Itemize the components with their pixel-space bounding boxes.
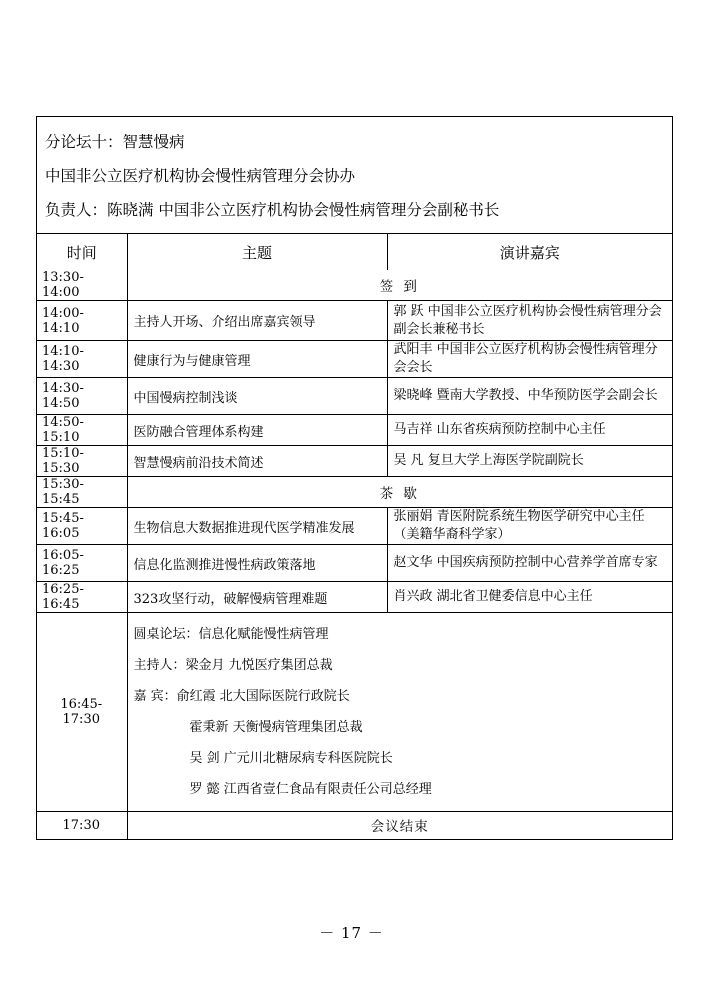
forum-title: 分论坛十：智慧慢病	[45, 133, 185, 151]
table-row	[37, 477, 672, 508]
roundtable-title: 圆桌论坛：信息化赋能慢性病管理	[133, 627, 329, 642]
table-row	[37, 301, 672, 341]
table-row	[37, 415, 672, 446]
roundtable-guest-line	[134, 681, 667, 712]
topic-cell: 智慧慢病前沿技术简述	[127, 446, 387, 477]
speaker-cell: 赵文华 中国疾病预防控制中心营养学首席专家	[387, 545, 672, 582]
tea-break-cell: 茶 歇	[127, 477, 672, 508]
closing-cell: 会议结束	[127, 812, 672, 839]
roundtable-cell	[127, 613, 672, 812]
page-number: － 17 －	[319, 924, 384, 942]
speaker-cell: 梁晓峰 暨南大学教授、中华预防医学会副会长	[387, 378, 672, 415]
time-cell: 16:25-16:45	[37, 582, 127, 613]
agenda-header	[37, 117, 672, 234]
speaker-cell: 吴 凡 复旦大学上海医学院副院长	[387, 446, 672, 477]
time-cell: 17:30	[37, 812, 127, 839]
speaker-cell: 马吉祥 山东省疾病预防控制中心主任	[387, 415, 672, 446]
time-cell: 14:50-15:10	[37, 415, 127, 446]
table-row	[37, 270, 672, 301]
speaker-cell: 肖兴政 湖北省卫健委信息中心主任	[387, 582, 672, 613]
guest-name: 吴 剑 广元川北糖尿病专科医院院长	[189, 751, 393, 766]
table-row	[37, 508, 672, 545]
topic-cell: 中国慢病控制浅谈	[127, 378, 387, 415]
column-header-speaker: 演讲嘉宾	[387, 234, 672, 270]
time-cell: 15:30-15:45	[37, 477, 127, 508]
speaker-cell: 郭 跃 中国非公立医疗机构协会慢性病管理分会副会长兼秘书长	[387, 301, 672, 341]
time-cell: 14:30-14:50	[37, 378, 127, 415]
column-header-time: 时间	[37, 234, 127, 270]
table-row	[37, 341, 672, 378]
topic-cell: 信息化监测推进慢性病政策落地	[127, 545, 387, 582]
topic-cell: 医防融合管理体系构建	[127, 415, 387, 446]
sign-in-cell: 签 到	[127, 270, 672, 301]
organizer-line: 中国非公立医疗机构协会慢性病管理分会协办	[45, 167, 356, 185]
person-in-charge-line: 负责人：陈晓满 中国非公立医疗机构协会慢性病管理分会副秘书长	[45, 201, 500, 219]
guest-name: 霍秉新 天衡慢病管理集团总裁	[189, 720, 363, 735]
time-cell: 15:10-15:30	[37, 446, 127, 477]
table-row	[37, 446, 672, 477]
time-cell: 14:00-14:10	[37, 301, 127, 341]
time-cell: 16:05-16:25	[37, 545, 127, 582]
time-cell: 16:45-17:30	[37, 613, 127, 812]
table-row	[37, 582, 672, 613]
time-cell: 13:30-14:00	[37, 270, 127, 301]
closing-row	[37, 812, 672, 839]
table-row	[37, 545, 672, 582]
roundtable-row	[37, 613, 672, 812]
guest-name: 俞红霞 北大国际医院行政院长	[176, 689, 350, 704]
agenda-table	[37, 234, 672, 839]
time-cell: 14:10-14:30	[37, 341, 127, 378]
speaker-cell: 张丽娟 青医附院系统生物医学研究中心主任（美籍华裔科学家）	[387, 508, 672, 545]
topic-cell: 323攻坚行动，破解慢病管理难题	[127, 582, 387, 613]
topic-cell: 生物信息大数据推进现代医学精准发展	[127, 508, 387, 545]
speaker-cell: 武阳丰 中国非公立医疗机构协会慢性病管理分会会长	[387, 341, 672, 378]
guests-label: 嘉 宾：	[133, 689, 177, 704]
agenda-frame	[36, 116, 673, 840]
column-header-topic: 主题	[127, 234, 387, 270]
guest-name: 罗 懿 江西省壹仁食品有限责任公司总经理	[189, 782, 432, 797]
table-header-row	[37, 234, 672, 270]
time-cell: 15:45-16:05	[37, 508, 127, 545]
roundtable-host: 主持人：梁金月 九悦医疗集团总裁	[133, 658, 333, 673]
table-row	[37, 378, 672, 415]
topic-cell: 主持人开场、介绍出席嘉宾领导	[127, 301, 387, 341]
topic-cell: 健康行为与健康管理	[127, 341, 387, 378]
